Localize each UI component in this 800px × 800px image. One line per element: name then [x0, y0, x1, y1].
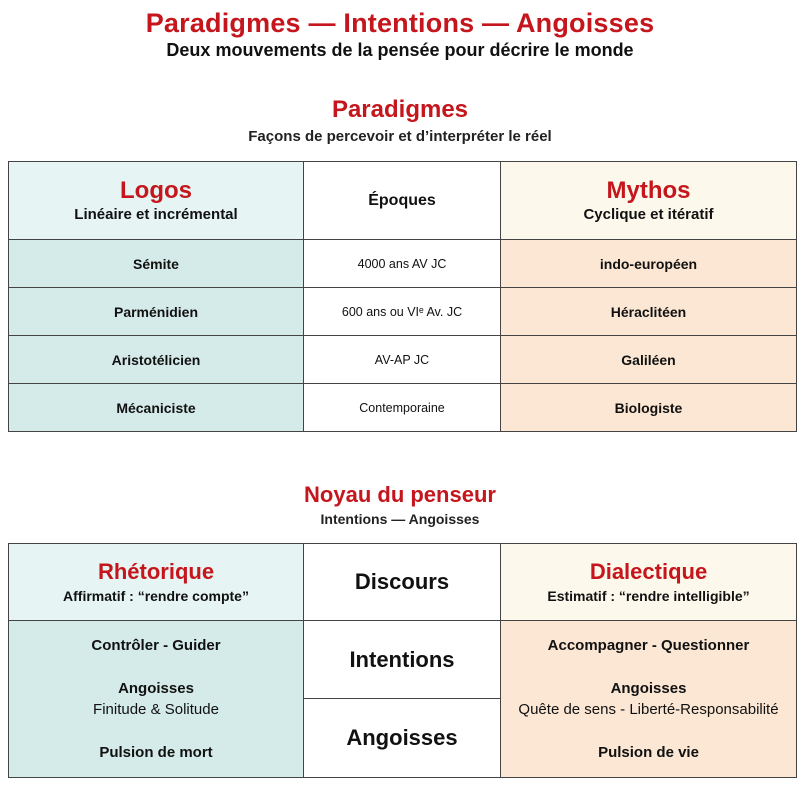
mythos-cell: Héraclitéen — [501, 288, 797, 336]
mythos-cell: indo-européen — [501, 240, 797, 288]
paradigmes-table — [8, 161, 797, 432]
section-noyau-title: Noyau du penseur — [304, 482, 496, 507]
mythos-subtitle: Cyclique et itératif — [583, 205, 714, 223]
paradigmes-header-row — [9, 162, 797, 240]
rhetorique-pulsion: Pulsion de mort — [99, 744, 213, 761]
dialectique-header — [501, 544, 797, 621]
rhetorique-angoisses-label: Angoisses — [118, 680, 194, 697]
rhetorique-subtitle: Affirmatif : “rendre compte” — [63, 588, 249, 604]
section-paradigmes-subtitle: Façons de percevoir et d’interpréter le réel — [248, 128, 552, 145]
rhetorique-header — [9, 544, 304, 621]
section-paradigmes-title: Paradigmes — [331, 96, 469, 123]
epoques-title: Époques — [368, 191, 436, 209]
table-row — [9, 240, 797, 288]
epoque-cell: 600 ans ou VIᵉ Av. JC — [304, 288, 501, 336]
table-row — [9, 336, 797, 384]
dialectique-angoisses-label: Angoisses — [610, 680, 687, 697]
epoques-header — [304, 162, 501, 240]
rhetorique-angoisses-text: Finitude & Solitude — [93, 701, 219, 718]
epoque-cell: 4000 ans AV JC — [304, 240, 501, 288]
rhetorique-title: Rhétorique — [97, 559, 215, 584]
dialectique-angoisses-text: Quête de sens - Liberté-Responsabilité — [518, 701, 779, 718]
rhetorique-body — [9, 621, 304, 778]
page-subtitle: Deux mouvements de la pensée pour décrire le monde — [166, 40, 634, 60]
dialectique-intention: Accompagner - Questionner — [547, 637, 750, 654]
mythos-cell: Biologiste — [501, 384, 797, 432]
logos-cell: Parménidien — [9, 288, 304, 336]
epoque-cell: AV-AP JC — [304, 336, 501, 384]
mythos-cell: Galiléen — [501, 336, 797, 384]
noyau-row-intentions — [9, 621, 797, 699]
noyau-table — [8, 543, 797, 778]
table-row — [9, 384, 797, 432]
angoisses-cell: Angoisses — [304, 699, 501, 778]
epoque-cell: Contemporaine — [304, 384, 501, 432]
intentions-cell: Intentions — [304, 621, 501, 699]
mythos-title: Mythos — [606, 176, 691, 204]
dialectique-subtitle: Estimatif : “rendre intelligible” — [547, 588, 750, 604]
section-noyau-subtitle: Intentions — Angoisses — [320, 511, 480, 527]
dialectique-title: Dialectique — [589, 559, 708, 584]
rhetorique-intention: Contrôler - Guider — [91, 637, 221, 654]
logos-cell: Sémite — [9, 240, 304, 288]
page-title: Paradigmes — Intentions — Angoisses — [145, 8, 655, 38]
logos-subtitle: Linéaire et incrémental — [74, 205, 238, 223]
logos-cell: Aristotélicien — [9, 336, 304, 384]
discours-cell: Discours — [304, 544, 501, 621]
logos-title: Logos — [120, 176, 192, 204]
dialectique-body — [501, 621, 797, 778]
mythos-header — [501, 162, 797, 240]
noyau-row-discours — [9, 544, 797, 621]
dialectique-pulsion: Pulsion de vie — [598, 744, 699, 761]
table-row — [9, 288, 797, 336]
logos-cell: Mécaniciste — [9, 384, 304, 432]
logos-header — [9, 162, 304, 240]
